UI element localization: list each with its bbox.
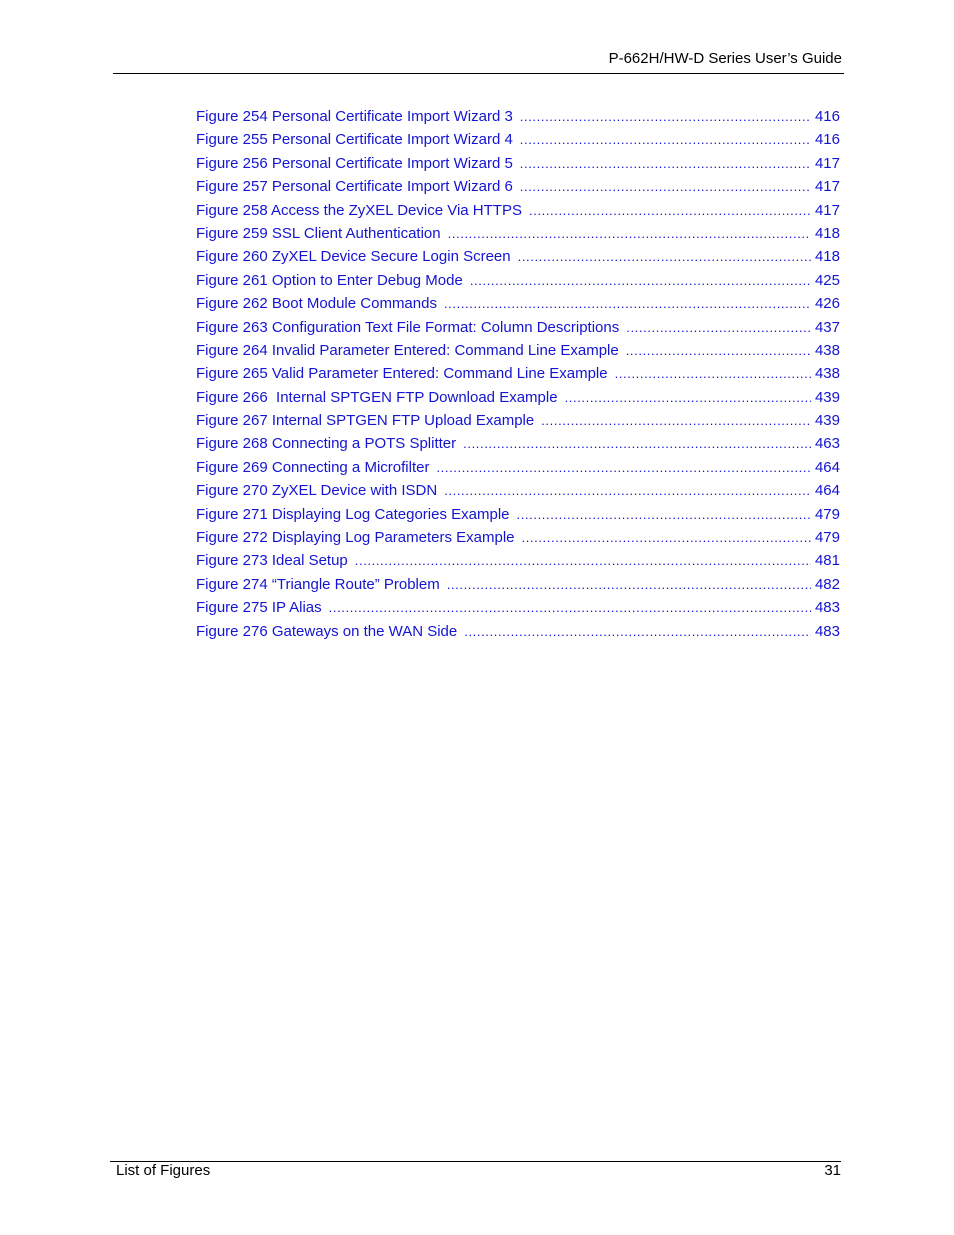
toc-entry[interactable] (196, 432, 840, 455)
toc-dot-leader (444, 479, 811, 502)
toc-entry-page: 417 (814, 201, 840, 219)
toc-dot-leader (444, 292, 811, 315)
toc-entry[interactable] (196, 409, 840, 432)
toc-entry-title: Figure 276 Gateways on the WAN Side (196, 622, 458, 640)
toc-dot-leader (520, 128, 811, 151)
toc-dot-leader (522, 526, 811, 549)
toc-entry-title: Figure 270 ZyXEL Device with ISDN (196, 482, 438, 500)
toc-dot-leader (447, 573, 811, 596)
toc-entry-title: Figure 255 Personal Certificate Import Wizard 4 (196, 131, 513, 149)
toc-dot-leader (518, 245, 811, 268)
footer-page-number: 31 (824, 1162, 841, 1179)
toc-entry-page: 479 (814, 529, 840, 547)
toc-dot-leader (565, 386, 811, 409)
toc-dot-leader (541, 409, 811, 432)
toc-dot-leader (517, 503, 811, 526)
toc-entry-page: 482 (814, 575, 840, 593)
toc-entry[interactable] (196, 222, 840, 245)
toc-entry-page: 439 (814, 412, 840, 430)
toc-entry-title: Figure 272 Displaying Log Parameters Example (196, 529, 515, 547)
toc-entry-title: Figure 269 Connecting a Microfilter (196, 458, 430, 476)
toc-entry-page: 464 (814, 482, 840, 500)
toc-entry-page: 417 (814, 154, 840, 172)
toc-dot-leader (529, 199, 811, 222)
toc-entry[interactable] (196, 386, 840, 409)
toc-entry-title: Figure 264 Invalid Parameter Entered: Command Line Example (196, 341, 619, 359)
toc-entry-title: Figure 275 IP Alias (196, 599, 322, 617)
toc-entry-title: Figure 260 ZyXEL Device Secure Login Screen (196, 248, 511, 266)
list-of-figures (196, 105, 840, 643)
toc-entry[interactable] (196, 199, 840, 222)
footer-section-name: List of Figures (116, 1162, 211, 1179)
toc-entry[interactable] (196, 245, 840, 268)
toc-entry[interactable] (196, 339, 840, 362)
toc-dot-leader (448, 222, 811, 245)
toc-entry-page: 438 (814, 341, 840, 359)
toc-entry-page: 417 (814, 178, 840, 196)
toc-dot-leader (615, 362, 811, 385)
toc-entry-title: Figure 266 Internal SPTGEN FTP Download Example (196, 388, 558, 406)
toc-dot-leader (520, 175, 811, 198)
header-divider (113, 73, 844, 74)
toc-entry[interactable] (196, 362, 840, 385)
toc-entry-title: Figure 261 Option to Enter Debug Mode (196, 271, 463, 289)
toc-entry-title: Figure 259 SSL Client Authentication (196, 224, 441, 242)
footer-divider (110, 1161, 841, 1162)
toc-entry-title: Figure 256 Personal Certificate Import Wizard 5 (196, 154, 513, 172)
toc-dot-leader (626, 316, 811, 339)
toc-entry-page: 418 (814, 224, 840, 242)
toc-entry-page: 426 (814, 295, 840, 313)
toc-entry[interactable] (196, 596, 840, 619)
toc-entry-page: 425 (814, 271, 840, 289)
toc-entry-page: 481 (814, 552, 840, 570)
header-title: P-662H/HW-D Series User’s Guide (608, 50, 842, 67)
toc-entry-title: Figure 263 Configuration Text File Format: Column Descriptions (196, 318, 620, 336)
toc-dot-leader (626, 339, 811, 362)
toc-entry[interactable] (196, 128, 840, 151)
toc-entry[interactable] (196, 269, 840, 292)
toc-entry-page: 464 (814, 458, 840, 476)
toc-entry[interactable] (196, 526, 840, 549)
toc-dot-leader (470, 269, 811, 292)
toc-entry-page: 416 (814, 131, 840, 149)
toc-entry[interactable] (196, 105, 840, 128)
toc-dot-leader (520, 105, 811, 128)
toc-dot-leader (355, 549, 811, 572)
toc-entry-title: Figure 265 Valid Parameter Entered: Command Line Example (196, 365, 608, 383)
toc-dot-leader (463, 432, 811, 455)
toc-entry-title: Figure 262 Boot Module Commands (196, 295, 437, 313)
toc-entry-page: 483 (814, 622, 840, 640)
toc-entry-title: Figure 268 Connecting a POTS Splitter (196, 435, 457, 453)
toc-entry-title: Figure 257 Personal Certificate Import Wizard 6 (196, 178, 513, 196)
toc-entry-title: Figure 274 “Triangle Route” Problem (196, 575, 440, 593)
toc-entry[interactable] (196, 549, 840, 572)
toc-entry[interactable] (196, 152, 840, 175)
toc-entry[interactable] (196, 479, 840, 502)
toc-entry-page: 438 (814, 365, 840, 383)
toc-dot-leader (329, 596, 811, 619)
toc-entry-title: Figure 254 Personal Certificate Import Wizard 3 (196, 108, 513, 125)
toc-entry[interactable] (196, 503, 840, 526)
toc-entry-page: 479 (814, 505, 840, 523)
toc-entry-page: 463 (814, 435, 840, 453)
toc-entry-title: Figure 258 Access the ZyXEL Device Via HTTPS (196, 201, 522, 219)
toc-entry-title: Figure 267 Internal SPTGEN FTP Upload Example (196, 412, 535, 430)
toc-dot-leader (436, 456, 811, 479)
toc-entry[interactable] (196, 292, 840, 315)
toc-entry[interactable] (196, 456, 840, 479)
toc-entry-page: 416 (814, 108, 840, 125)
toc-entry[interactable] (196, 620, 840, 643)
toc-entry-page: 439 (814, 388, 840, 406)
toc-entry-page: 437 (814, 318, 840, 336)
toc-dot-leader (464, 620, 811, 643)
toc-dot-leader (520, 152, 811, 175)
toc-entry-page: 483 (814, 599, 840, 617)
toc-entry[interactable] (196, 573, 840, 596)
toc-entry-title: Figure 271 Displaying Log Categories Example (196, 505, 510, 523)
toc-entry[interactable] (196, 175, 840, 198)
toc-entry[interactable] (196, 316, 840, 339)
toc-entry-page: 418 (814, 248, 840, 266)
toc-entry-title: Figure 273 Ideal Setup (196, 552, 348, 570)
